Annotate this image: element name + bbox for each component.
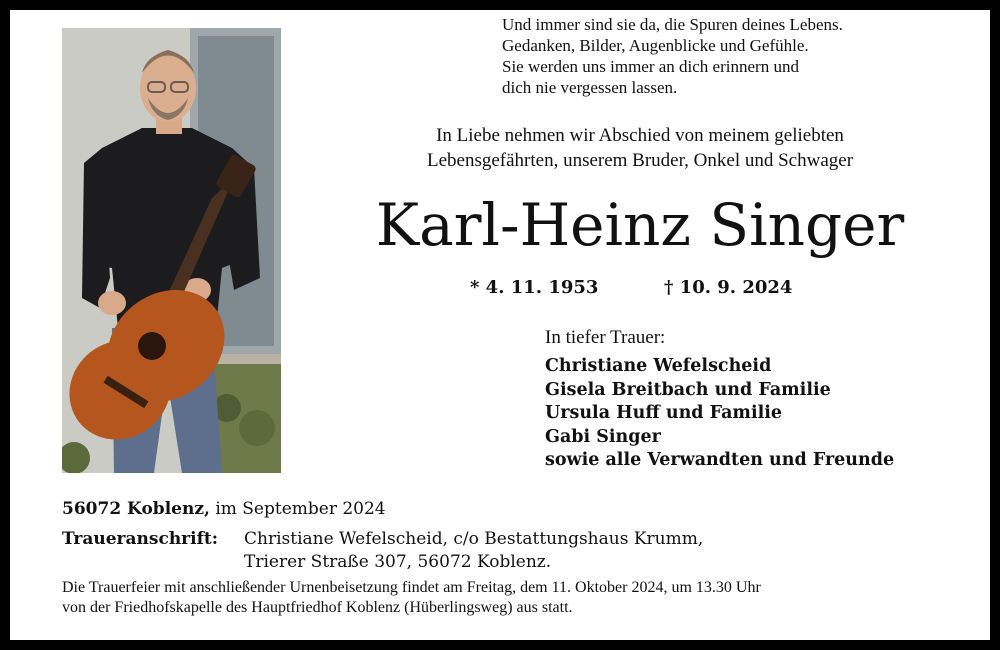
- ceremony-line: Die Trauerfeier mit anschließender Urnenbeisetzung findet am Freitag, dem 11. Oktober 2024, um 13.30 Uhr: [62, 579, 761, 596]
- place-date: im September 2024: [215, 499, 386, 519]
- mourner-name: Christiane Wefelscheid: [545, 356, 772, 376]
- mourner-name: Ursula Huff und Familie: [545, 403, 783, 423]
- address-line: Trierer Straße 307, 56072 Koblenz.: [244, 552, 552, 572]
- address-line: Christiane Wefelscheid, c/o Bestattungshaus Krumm,: [244, 529, 704, 549]
- ceremony-line: von der Friedhofskapelle des Hauptfriedhof Koblenz (Hüberlingsweg) aus statt.: [62, 599, 573, 616]
- poem-line: dich nie vergessen lassen.: [502, 78, 678, 97]
- mourner-name: Gabi Singer: [545, 426, 661, 447]
- place: 56072 Koblenz,: [62, 499, 210, 519]
- mourners-list: [545, 355, 894, 473]
- poem-line: Gedanken, Bilder, Augenblicke und Gefühle.: [502, 36, 809, 55]
- farewell-intro: [340, 123, 940, 173]
- poem-line: Sie werden uns immer an dich erinnern und: [502, 57, 799, 76]
- place-and-date: [62, 498, 386, 521]
- address-label: Traueranschrift:: [62, 529, 219, 549]
- death-date: † 10. 9. 2024: [664, 277, 793, 298]
- mourner-name: sowie alle Verwandten und Freunde: [545, 450, 895, 470]
- mourning-address: [244, 528, 703, 574]
- deceased-name: Karl-Heinz Singer: [375, 191, 905, 259]
- ceremony-info: [62, 578, 932, 618]
- memorial-poem: [502, 14, 843, 98]
- mourner-name: Gisela Breitbach und Familie: [545, 379, 831, 400]
- intro-line: In Liebe nehmen wir Abschied von meinem geliebten: [436, 125, 844, 146]
- portrait-photo: [62, 28, 281, 473]
- poem-line: Und immer sind sie da, die Spuren deines Lebens.: [502, 15, 843, 34]
- intro-line: Lebensgefährten, unserem Bruder, Onkel und Schwager: [426, 150, 854, 171]
- mourning-label: In tiefer Trauer:: [545, 327, 666, 348]
- birth-date: * 4. 11. 1953: [470, 277, 599, 298]
